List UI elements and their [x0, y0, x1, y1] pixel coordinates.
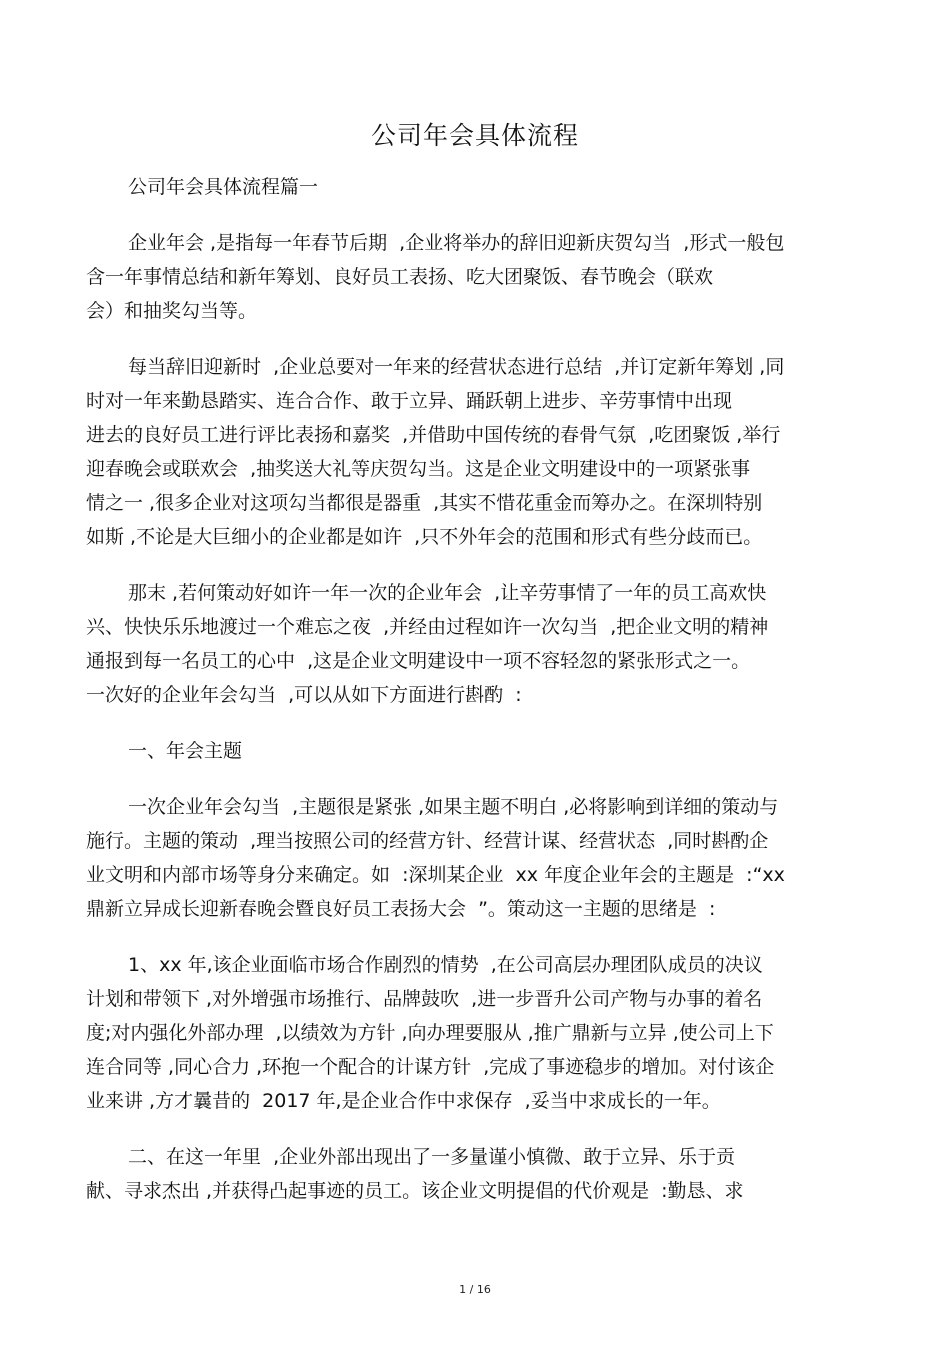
paragraph-line: 情之一 ,很多企业对这项勾当都很是器重 ,其实不惜花重金而筹办之。在深圳特别 [86, 492, 763, 514]
paragraph-line: 一次好的企业年会勾当 ,可以从如下方面进行斟酌 : [86, 684, 522, 706]
paragraph-line: 1、xx 年,该企业面临市场合作剧烈的情势 ,在公司高层办理团队成员的决议 [128, 954, 763, 976]
paragraph-line: 会）和抽奖勾当等。 [86, 300, 258, 322]
paragraph-line: 兴、快快乐乐地渡过一个难忘之夜 ,并经由过程如许一次勾当 ,把企业文明的精神 [86, 616, 769, 638]
paragraph-line: 连合同等 ,同心合力 ,环抱一个配合的计谋方针 ,完成了事迹稳步的增加。对付该企 [86, 1056, 775, 1078]
paragraph-line: 度;对内强化外部办理 ,以绩效为方针 ,向办理要服从 ,推广鼎新与立异 ,使公司上下 [86, 1022, 774, 1044]
paragraph-line: 通报到每一名员工的心中 ,这是企业文明建设中一项不容轻忽的紧张形式之一。 [86, 650, 751, 672]
paragraph-line: 时对一年来勤恳踏实、连合合作、敢于立异、踊跃朝上进步、辛劳事情中出现 [86, 390, 733, 412]
page-number: 1 / 16 [459, 1283, 491, 1296]
paragraph-line: 迎春晚会或联欢会 ,抽奖送大礼等庆贺勾当。这是企业文明建设中的一项紧张事 [86, 458, 751, 480]
paragraph-line: 每当辞旧迎新时 ,企业总要对一年来的经营状态进行总结 ,并订定新年筹划 ,同 [128, 356, 785, 378]
paragraph-line: 如斯 ,不论是大巨细小的企业都是如许 ,只不外年会的范围和形式有些分歧而已。 [86, 526, 763, 548]
paragraph-line: 业文明和内部市场等身分来确定。如 :深圳某企业 xx 年度企业年会的主题是 :“xx [86, 864, 785, 886]
paragraph-line: 业来讲 ,方才曩昔的 2017 年,是企业合作中求保存 ,妥当中求成长的一年。 [86, 1090, 721, 1112]
section-subtitle: 公司年会具体流程篇一 [128, 176, 319, 198]
paragraph-line: 献、寻求杰出 ,并获得凸起事迹的员工。该企业文明提倡的代价观是 :勤恳、求 [86, 1180, 744, 1202]
section-heading: 一、年会主题 [128, 740, 243, 762]
paragraph-line: 计划和带领下 ,对外增强市场推行、品牌鼓吹 ,进一步晋升公司产物与办事的着名 [86, 988, 763, 1010]
paragraph-line: 一次企业年会勾当 ,主题很是紧张 ,如果主题不明白 ,必将影响到详细的策动与 [128, 796, 779, 818]
paragraph-line: 进去的良好员工进行评比表扬和嘉奖 ,并借助中国传统的春骨气氛 ,吃团聚饭 ,举行 [86, 424, 781, 446]
paragraph-line: 施行。主题的策动 ,理当按照公司的经营方针、经营计谋、经营状态 ,同时斟酌企 [86, 830, 769, 852]
paragraph-line: 鼎新立异成长迎新春晚会暨良好员工表扬大会 ”。策动这一主题的思绪是 : [86, 898, 716, 920]
paragraph-line: 含一年事情总结和新年筹划、良好员工表扬、吃大团聚饭、春节晚会（联欢 [86, 266, 714, 288]
paragraph-line: 那末 ,若何策动好如许一年一次的企业年会 ,让辛劳事情了一年的员工高欢快 [128, 582, 767, 604]
document-title: 公司年会具体流程 [370, 121, 579, 150]
paragraph-line: 企业年会 ,是指每一年春节后期 ,企业将举办的辞旧迎新庆贺勾当 ,形式一般包 [128, 232, 785, 254]
paragraph-line: 二、在这一年里 ,企业外部出现出了一多量谨小慎微、敢于立异、乐于贡 [128, 1146, 736, 1168]
